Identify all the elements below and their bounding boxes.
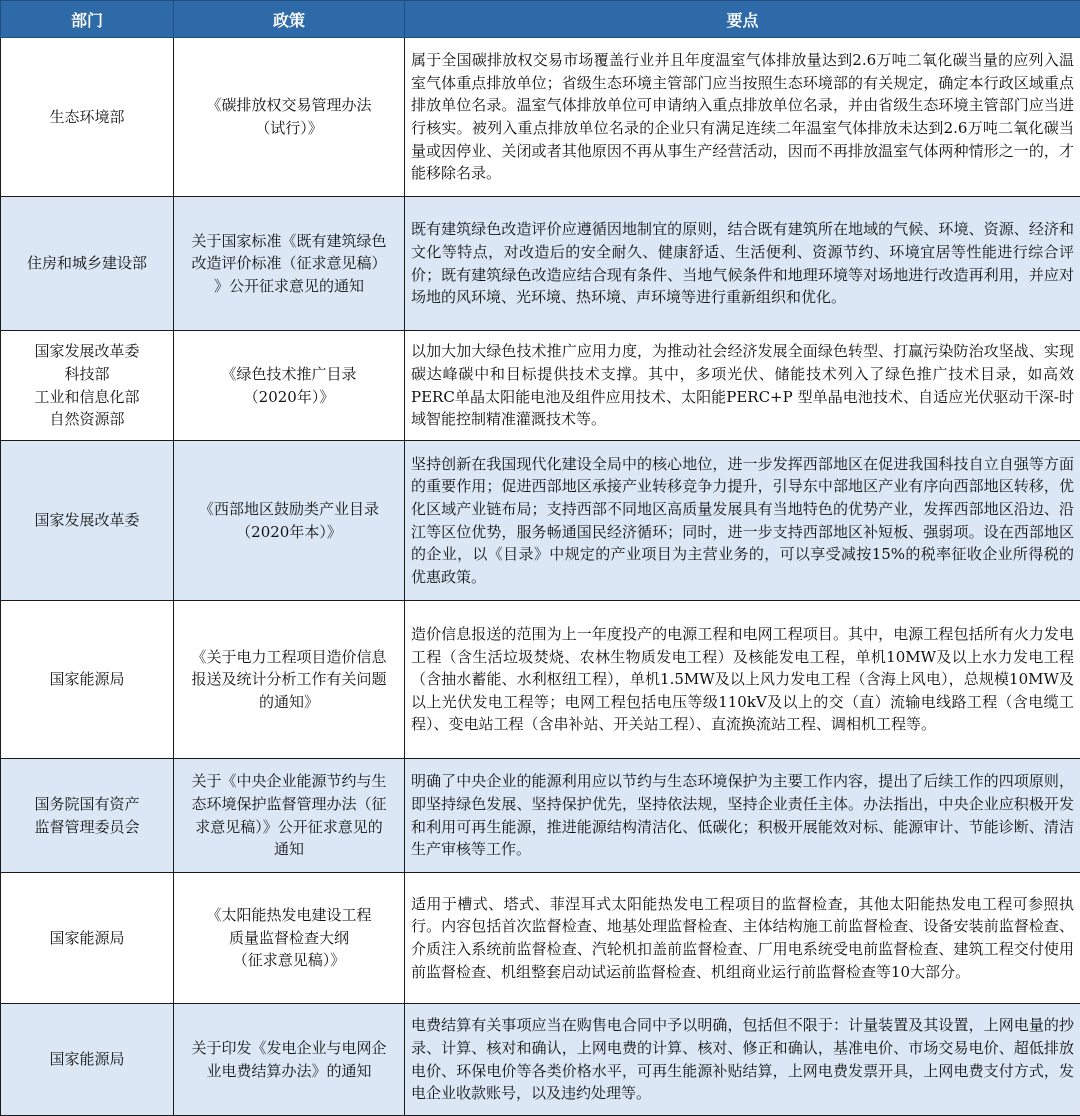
policy-line: 求意见稿）》公开征求意见的 [180,816,398,839]
cell-dept [1,197,174,331]
table-row [1,197,1080,331]
cell-points: 既有建筑绿色改造评价应遵循因地制宜的原则，结合既有建筑所在地域的气候、环境、资源、经济和文化等特点，对改造后的安全耐久、健康舒适、生活便利、资源节约、环境宜居等性能进行综合评价；既有建筑绿色改造应结合现有条件、当地气候条件和地理环境等对场地进行改造再利用，并应对场地的风环境、光环境、热环境、声环境等进行重新组织和优化。 [405,197,1080,331]
table-row [1,331,1080,441]
cell-dept [1,601,174,759]
policy-line: 改造评价标准（征求意见稿） [180,252,398,275]
cell-points: 坚持创新在我国现代化建设全局中的核心地位，进一步发挥西部地区在促进我国科技自立自强等方面的重要作用；促进西部地区承接产业转移竞争力提升，引导东中部地区产业有序向西部地区转移，优化区域产业链布局；支持西部不同地区高质量发展具有当地特色的优势产业，发挥西部地区沿边、沿江等区位优势，服务畅通国民经济循环；同时，进一步支持西部地区补短板、强弱项。设在西部地区的企业，以《目录》中规定的产业项目为主营业务的，可以享受减按15%的税率征收企业所得税的优惠政策。 [405,441,1080,601]
cell-policy [174,873,405,1004]
cell-policy [174,759,405,873]
cell-policy [174,601,405,759]
cell-points: 属于全国碳排放权交易市场覆盖行业并且年度温室气体排放量达到2.6万吨二氧化碳当量的应列入温室气体重点排放单位；省级生态环境主管部门应当按照生态环境部的有关规定，确定本行政区域重点排放单位名录。温室气体排放单位可申请纳入重点排放单位名录，并由省级生态环境主管部门应当进行核实。被列入重点排放单位名录的企业只有满足连续二年温室气体排放未达到2.6万吨二氧化碳当量或因停业、关闭或者其他原因不再从事生产经营活动，因而不再排放温室气体两种情形之一的，才能移除名录。 [405,38,1080,197]
cell-points: 电费结算有关事项应当在购售电合同中予以明确，包括但不限于：计量装置及其设置，上网电量的抄录、计算、核对和确认，上网电费的计算、核对、修正和确认，基准电价、市场交易电价、超低排放电价、环保电价等各类价格水平，可再生能源补贴结算，上网电费发票开具，上网电费支付方式，发电企业收款账号，以及违约处理等。 [405,1004,1080,1116]
policy-line: 关于《中央企业能源节约与生 [180,770,398,793]
table-body [1,38,1080,1116]
header-dept: 部门 [1,1,174,38]
policy-line: 关于印发《发电企业与电网企 [180,1037,398,1060]
cell-policy [174,197,405,331]
header-policy: 政策 [174,1,405,38]
dept-line: 国家能源局 [7,668,167,691]
policy-line: 通知 [180,838,398,861]
policy-line: 报送及统计分析工作有关问题 [180,668,398,691]
cell-points: 造价信息报送的范围为上一年度投产的电源工程和电网工程项目。其中，电源工程包括所有火力发电工程（含生活垃圾焚烧、农林生物质发电工程）及核能发电工程，单机10MW及以上水力发电工程（含抽水蓄能、水利枢纽工程），单机1.5MW及以上风力发电工程（含海上风电），总规模10MW及以上光伏发电工程等；电网工程包括电压等级110kV及以上的交（直）流输电线路工程（含电缆工程）、变电站工程（含串补站、开关站工程）、直流换流站工程、调相机工程等。 [405,601,1080,759]
cell-points: 明确了中央企业的能源利用应以节约与生态环境保护为主要工作内容，提出了后续工作的四项原则，即坚持绿色发展、坚持保护优先，坚持依法规，坚持企业责任主体。办法指出，中央企业应积极开发和利用可再生能源，推进能源结构清洁化、低碳化；积极开展能效对标、能源审计、节能诊断、清洁生产审核等工作。 [405,759,1080,873]
cell-points: 适用于槽式、塔式、菲涅耳式太阳能热发电工程项目的监督检查，其他太阳能热发电工程可参照执行。内容包括首次监督检查、地基处理监督检查、主体结构施工前监督检查、设备安装前监督检查、介质注入系统前监督检查、汽轮机扣盖前监督检查、厂用电系统受电前监督检查、建筑工程交付使用前监督检查、机组整套启动试运前监督检查、机组商业运行前监督检查等10大部分。 [405,873,1080,1004]
policy-line: 态环境保护监督管理办法（征 [180,793,398,816]
policy-line: 《西部地区鼓励类产业目录 [180,498,398,521]
table-row [1,1004,1080,1116]
policy-line: 关于国家标准《既有建筑绿色 [180,230,398,253]
dept-line: 国家发展改革委 [7,509,167,532]
policy-line: （征求意见稿）》 [180,949,398,972]
policy-line: 《关于电力工程项目造价信息 [180,646,398,669]
dept-line: 自然资源部 [7,408,167,431]
policy-line: 》公开征求意见的通知 [180,275,398,298]
policy-line: （2020年本）》 [180,521,398,544]
cell-dept [1,759,174,873]
cell-dept [1,873,174,1004]
cell-policy [174,331,405,441]
dept-line: 监督管理委员会 [7,816,167,839]
policy-line: 质量监督检查大纲 [180,927,398,950]
cell-dept [1,331,174,441]
dept-line: 生态环境部 [7,106,167,129]
header-points: 要点 [405,1,1080,38]
dept-line: 国务院国有资产 [7,793,167,816]
cell-policy [174,441,405,601]
dept-line: 住房和城乡建设部 [7,252,167,275]
table-row [1,873,1080,1004]
dept-line: 工业和信息化部 [7,386,167,409]
cell-points: 以加大加大绿色技术推广应用力度，为推动社会经济发展全面绿色转型、打赢污染防治攻坚战、实现碳达峰碳中和目标提供技术支撑。其中，多项光伏、储能技术列入了绿色推广技术目录，如高效 PERC单晶太阳能电池及组件应用技术、太阳能PERC+P 型单晶电池技术、自适应光伏驱动干深-时域智能控制精准灌溉技术等。 [405,331,1080,441]
cell-dept [1,441,174,601]
table-row [1,601,1080,759]
cell-policy [174,1004,405,1116]
dept-line: 国家发展改革委 [7,340,167,363]
cell-dept [1,1004,174,1116]
policy-line: 《太阳能热发电建设工程 [180,904,398,927]
policy-line: 《绿色技术推广目录 [180,363,398,386]
cell-policy [174,38,405,197]
header-row [1,1,1080,38]
policy-line: （试行）》 [180,117,398,140]
policy-line: （2020年）》 [180,386,398,409]
dept-line: 科技部 [7,363,167,386]
policy-line: 《碳排放权交易管理办法 [180,94,398,117]
cell-dept [1,38,174,197]
table-row [1,38,1080,197]
policy-line: 业电费结算办法》的通知 [180,1060,398,1083]
dept-line: 国家能源局 [7,927,167,950]
table-row [1,759,1080,873]
table-row [1,441,1080,601]
policy-line: 的通知》 [180,691,398,714]
dept-line: 国家能源局 [7,1048,167,1071]
